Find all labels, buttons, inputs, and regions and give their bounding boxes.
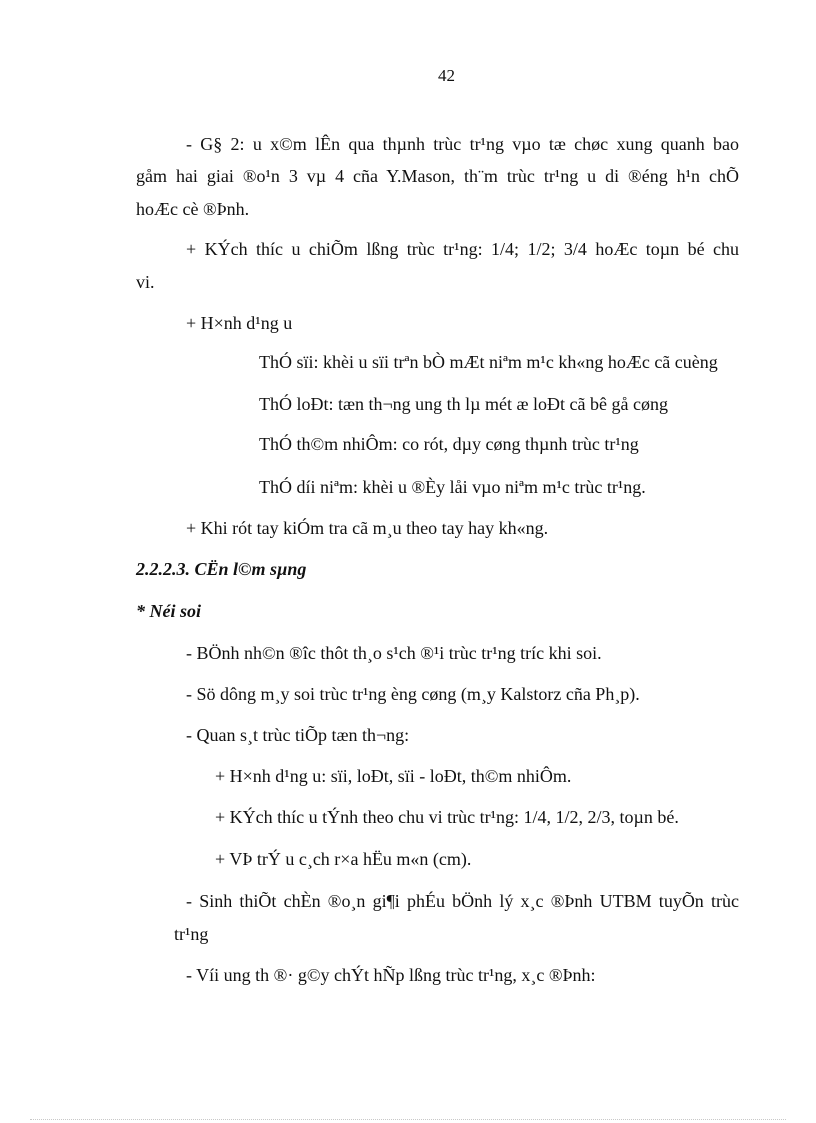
paragraph-line: gåm hai giai ®o¹n 3 vµ 4 cña Y.Mason, th¨m trùc tr¹ng u di ®éng h¹n chÕ: [136, 166, 739, 186]
paragraph-line: ThÓ th©m nhiÔm: co rót, dµy cøng thµnh trùc tr¹ng: [259, 434, 639, 454]
paragraph-line: ThÓ sïi: khèi u sïi trªn bÒ mÆt niªm m¹c kh«ng hoÆc cã cuèng: [259, 352, 718, 372]
paragraph-line: + VÞ trÝ u c¸ch r×a hËu m«n (cm).: [215, 849, 472, 869]
paragraph-line: + H×nh d¹ng u: [186, 313, 293, 333]
paragraph-line: ThÓ díi niªm: khèi u ®Èy låi vµo niªm m¹c trùc tr¹ng.: [259, 477, 646, 497]
section-heading: 2.2.2.3. CËn l©m sµng: [136, 559, 307, 579]
paragraph-line: + H×nh d¹ng u: sïi, loÐt, sïi - loÐt, th©m nhiÔm.: [215, 766, 572, 786]
page-number: 42: [438, 66, 455, 85]
paragraph-line: + KÝch thíc u tÝnh theo chu vi trùc tr¹ng: 1/4, 1/2, 2/3, toµn bé.: [215, 807, 679, 827]
paragraph-line: - Sinh thiÕt chÈn ®o¸n gi¶i phÉu bÖnh lý x¸c ®Þnh UTBM tuyÕn trùc: [186, 891, 739, 911]
paragraph-line: - Quan s¸t trùc tiÕp tæn th¬ng:: [186, 725, 410, 745]
paragraph-line: - G§ 2: u x©m lÊn qua thµnh trùc tr¹ng vµo tæ chøc xung quanh bao: [186, 134, 739, 154]
subsection-heading: * Néi soi: [136, 601, 201, 621]
paragraph-line: + KÝch thíc u chiÕm lßng trùc tr¹ng: 1/4; 1/2; 3/4 hoÆc toµn bé chu: [186, 239, 739, 259]
paragraph-line: ThÓ loÐt: tæn th¬ng ung th lµ mét æ loÐt cã bê gå cøng: [259, 394, 668, 414]
paragraph-line: - BÖnh nh©n ®îc thôt th¸o s¹ch ®¹i trùc tr¹ng tríc khi soi.: [186, 643, 602, 663]
paragraph-line: vi.: [136, 272, 155, 292]
paragraph-line: - Sö dông m¸y soi trùc tr¹ng èng cøng (m¸y Kalstorz cña Ph¸p).: [186, 684, 640, 704]
paragraph-line: tr¹ng: [174, 924, 209, 944]
footer-dotted-rule: [30, 1119, 786, 1120]
paragraph-line: - Víi ung th ®· g©y chÝt hÑp lßng trùc tr¹ng, x¸c ®Þnh:: [186, 965, 596, 985]
paragraph-line: + Khi rót tay kiÓm tra cã m¸u theo tay hay kh«ng.: [186, 518, 549, 538]
paragraph-line: hoÆc cè ®Þnh.: [136, 199, 250, 219]
